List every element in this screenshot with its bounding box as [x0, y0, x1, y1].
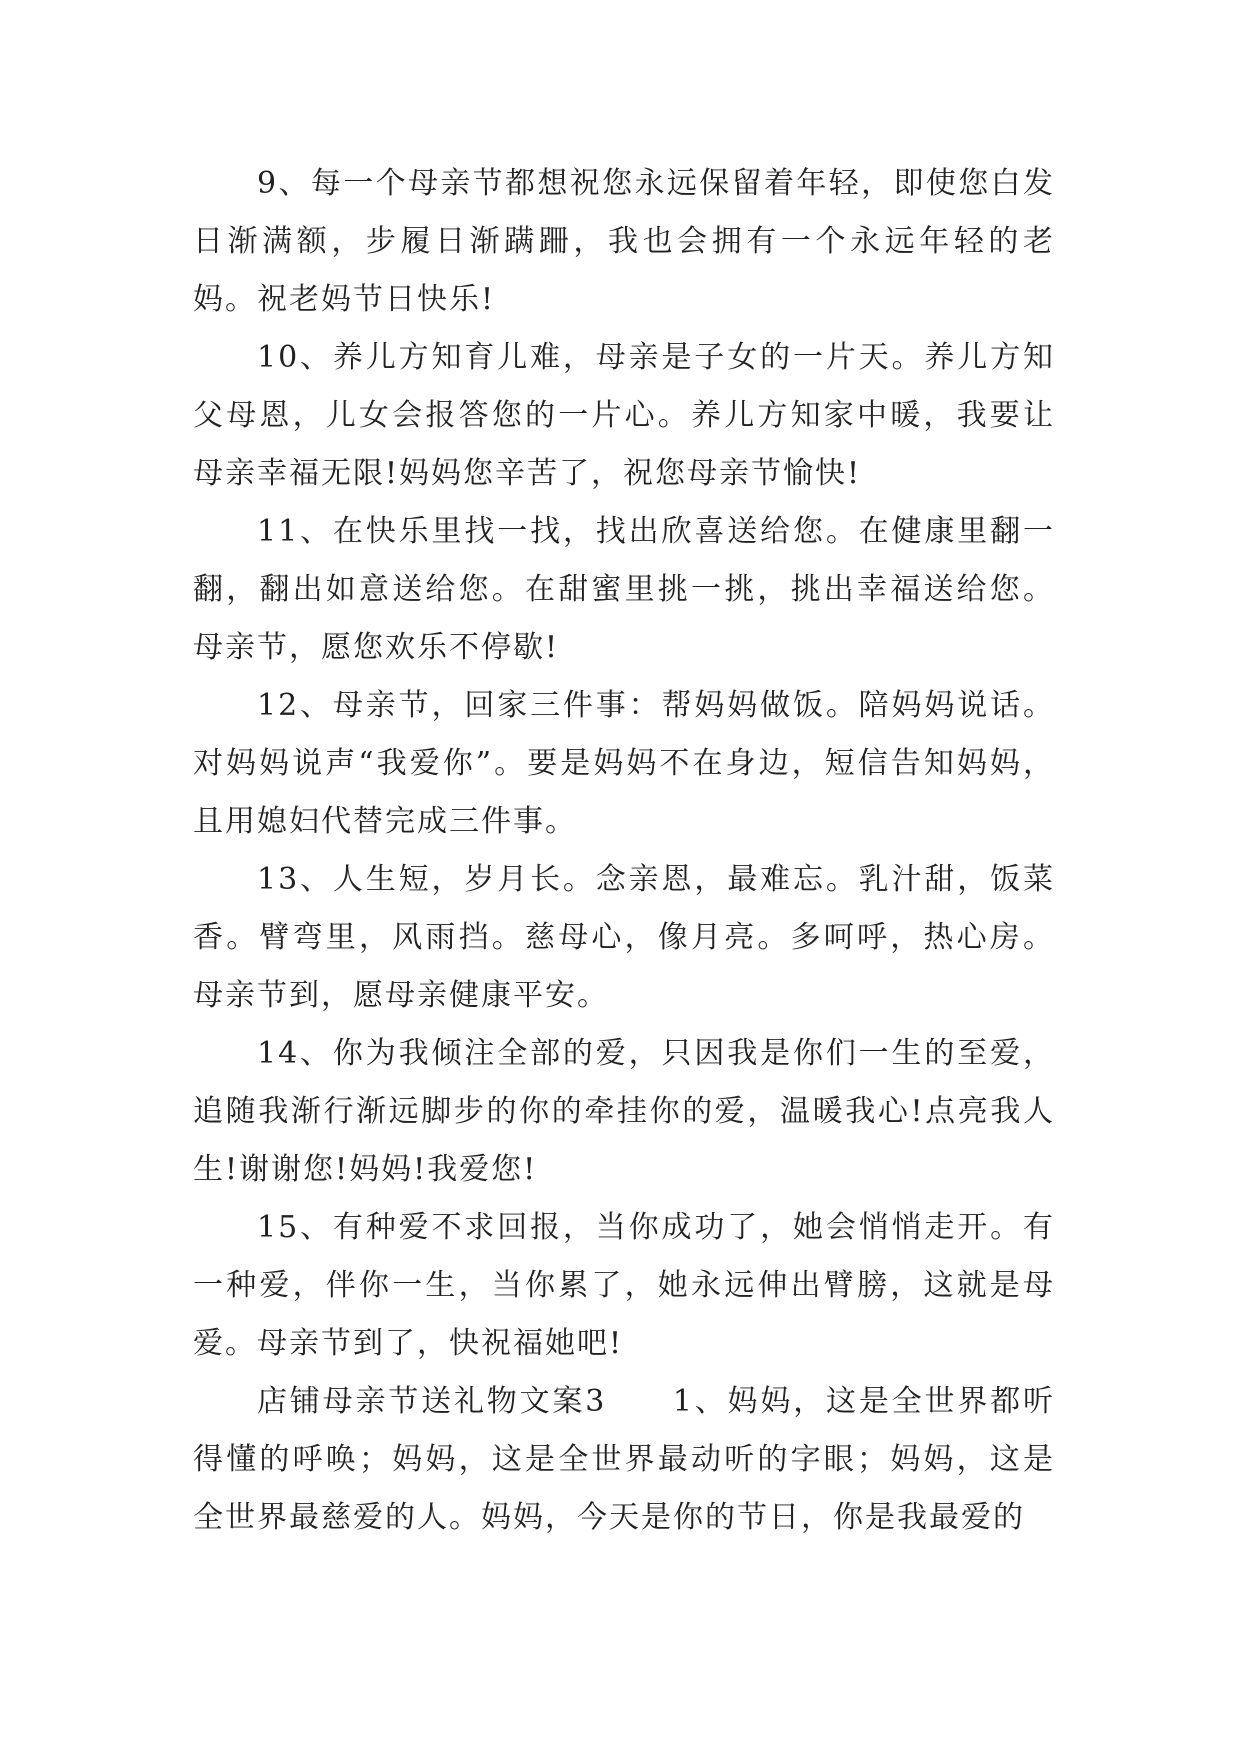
paragraph-13: 13、人生短，岁月长。念亲恩，最难忘。乳汁甜，饭菜香。臂弯里，风雨挡。慈母心，像月亮。多呵呼，热心房。母亲节到，愿母亲健康平安。	[193, 862, 1055, 1013]
paragraph-15: 15、有种爱不求回报，当你成功了，她会悄悄走开。有一种爱，伴你一生，当你累了，她永远伸出臂膀，这就是母爱。母亲节到了，快祝福她吧!	[193, 1210, 1055, 1361]
paragraph-section-3: 店铺母亲节送礼物文案3 1、妈妈，这是全世界都听得懂的呼唤；妈妈，这是全世界最动听的字眼；妈妈，这是全世界最慈爱的人。妈妈，今天是你的节日，你是我最爱的	[193, 1384, 1055, 1535]
paragraph-11: 11、在快乐里找一找，找出欣喜送给您。在健康里翻一翻，翻出如意送给您。在甜蜜里挑一挑，挑出幸福送给您。母亲节，愿您欢乐不停歇!	[193, 514, 1055, 665]
document-body	[193, 155, 1055, 1547]
paragraph-10: 10、养儿方知育儿难，母亲是子女的一片天。养儿方知父母恩，儿女会报答您的一片心。养儿方知家中暖，我要让母亲幸福无限!妈妈您辛苦了，祝您母亲节愉快!	[193, 340, 1055, 491]
paragraph-9: 9、每一个母亲节都想祝您永远保留着年轻，即使您白发日渐满额，步履日渐蹒跚，我也会拥有一个永远年轻的老妈。祝老妈节日快乐!	[193, 166, 1055, 317]
paragraph-14: 14、你为我倾注全部的爱，只因我是你们一生的至爱，追随我渐行渐远脚步的你的牵挂你的爱，温暖我心!点亮我人生!谢谢您!妈妈!我爱您!	[193, 1036, 1055, 1187]
paragraph-12: 12、母亲节，回家三件事：帮妈妈做饭。陪妈妈说话。对妈妈说声“我爱你”。要是妈妈不在身边，短信告知妈妈，且用媳妇代替完成三件事。	[193, 688, 1055, 839]
